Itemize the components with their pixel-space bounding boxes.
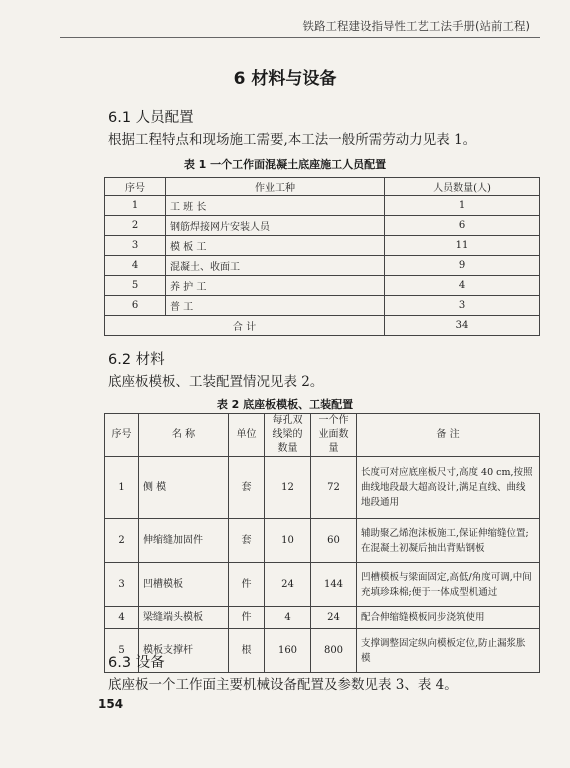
table2-cell-index: 1 — [105, 457, 139, 519]
table2-header-index: 序号 — [105, 414, 139, 457]
table1-cell-count: 4 — [385, 276, 540, 296]
table2-cell-remarks: 辅助聚乙烯泡沫板施工,保证伸缩缝位置;在混凝土初凝后抽出背贴钢板 — [357, 519, 540, 563]
table1-cell-type: 工 班 长 — [166, 196, 385, 216]
table2-cell-per-face: 800 — [311, 629, 357, 673]
table1-total-label: 合 计 — [105, 316, 385, 336]
table1-cell-type: 混凝土、收面工 — [166, 256, 385, 276]
table2-cell-unit: 件 — [229, 563, 265, 607]
table2-cell-remarks: 支撑调整固定纵向模板定位,防止漏浆胀模 — [357, 629, 540, 673]
table2-cell-per-span: 4 — [265, 607, 311, 629]
table1-cell-index: 6 — [105, 296, 166, 316]
section-6-3-title: 6.3 设备 — [108, 655, 165, 671]
table1-cell-count: 9 — [385, 256, 540, 276]
table2-cell-name: 凹槽模板 — [139, 563, 229, 607]
table2-cell-name: 伸缩缝加固件 — [139, 519, 229, 563]
table-row — [105, 563, 540, 607]
table2-cell-remarks: 配合伸缩缝模板同步浇筑使用 — [357, 607, 540, 629]
table1-total-row — [105, 316, 540, 336]
table2-cell-per-span: 24 — [265, 563, 311, 607]
table2-cell-per-face: 24 — [311, 607, 357, 629]
table2-cell-name: 模板支撑杆 — [139, 629, 229, 673]
table2-cell-name: 梁缝端头模板 — [139, 607, 229, 629]
table2-cell-index: 4 — [105, 607, 139, 629]
table2-cell-per-face: 72 — [311, 457, 357, 519]
section-6-2-text: 底座板模板、工装配置情况见表 2。 — [108, 374, 324, 390]
table1-cell-type: 普 工 — [166, 296, 385, 316]
table-row — [105, 607, 540, 629]
table2-cell-per-span: 160 — [265, 629, 311, 673]
table2-cell-unit: 套 — [229, 519, 265, 563]
table2-cell-per-face: 144 — [311, 563, 357, 607]
table2-header-name: 名 称 — [139, 414, 229, 457]
section-6-1-title: 6.1 人员配置 — [108, 110, 194, 126]
table2-cell-per-span: 12 — [265, 457, 311, 519]
table1-header-index: 序号 — [105, 178, 166, 196]
table2-cell-index: 5 — [105, 629, 139, 673]
table1-cell-count: 11 — [385, 236, 540, 256]
table1-header-count: 人员数量(人) — [385, 178, 540, 196]
table-row — [105, 196, 540, 216]
table2-cell-per-span: 10 — [265, 519, 311, 563]
table-row — [105, 457, 540, 519]
table1-cell-index: 5 — [105, 276, 166, 296]
table2-cell-unit: 套 — [229, 457, 265, 519]
table1 — [104, 177, 540, 336]
table-row — [105, 629, 540, 673]
table1-cell-type: 钢筋焊接网片安装人员 — [166, 216, 385, 236]
table1-cell-count: 3 — [385, 296, 540, 316]
table1-cell-type: 模 板 工 — [166, 236, 385, 256]
table2-cell-per-face: 60 — [311, 519, 357, 563]
table2-cell-index: 3 — [105, 563, 139, 607]
table-row — [105, 519, 540, 563]
table2-header-per-span: 每孔双线梁的数量 — [265, 414, 311, 457]
table2-cell-name: 侧 模 — [139, 457, 229, 519]
table1-cell-index: 3 — [105, 236, 166, 256]
table-row — [105, 296, 540, 316]
table1-cell-index: 4 — [105, 256, 166, 276]
section-6-1-text: 根据工程特点和现场施工需要,本工法一般所需劳动力见表 1。 — [108, 132, 477, 148]
section-6-2-title: 6.2 材料 — [108, 352, 165, 368]
running-head: 铁路工程建设指导性工艺工法手册(站前工程) — [302, 19, 530, 33]
table1-cell-index: 2 — [105, 216, 166, 236]
table-row — [105, 216, 540, 236]
table1-cell-type: 养 护 工 — [166, 276, 385, 296]
table2-cell-remarks: 长度可对应底座板尺寸,高度 40 cm,按照曲线地段最大超高设计,满足直线、曲线地段通用 — [357, 457, 540, 519]
table1-caption: 表 1 一个工作面混凝土底座施工人员配置 — [183, 158, 387, 171]
table1-cell-count: 6 — [385, 216, 540, 236]
chapter-title: 6 材料与设备 — [233, 69, 337, 89]
table2-header-remarks: 备 注 — [357, 414, 540, 457]
table2-header-unit: 单位 — [229, 414, 265, 457]
table2 — [104, 413, 540, 673]
section-6-3-text: 底座板一个工作面主要机械设备配置及参数见表 3、表 4。 — [108, 677, 458, 693]
table1-total-value: 34 — [385, 316, 540, 336]
table-row — [105, 276, 540, 296]
table2-cell-remarks: 凹槽模板与梁面固定,高低/角度可调,中间充填珍珠棉;便于一体成型机通过 — [357, 563, 540, 607]
table2-cell-index: 2 — [105, 519, 139, 563]
table1-cell-count: 1 — [385, 196, 540, 216]
page-number: 154 — [98, 697, 124, 711]
table-row — [105, 236, 540, 256]
table-row — [105, 256, 540, 276]
table2-cell-unit: 根 — [229, 629, 265, 673]
table2-caption: 表 2 底座板模板、工装配置 — [216, 398, 354, 411]
table2-header-per-face: 一个作业面数量 — [311, 414, 357, 457]
table1-header-type: 作业工种 — [166, 178, 385, 196]
table2-cell-unit: 件 — [229, 607, 265, 629]
header-rule — [60, 37, 540, 38]
table1-cell-index: 1 — [105, 196, 166, 216]
